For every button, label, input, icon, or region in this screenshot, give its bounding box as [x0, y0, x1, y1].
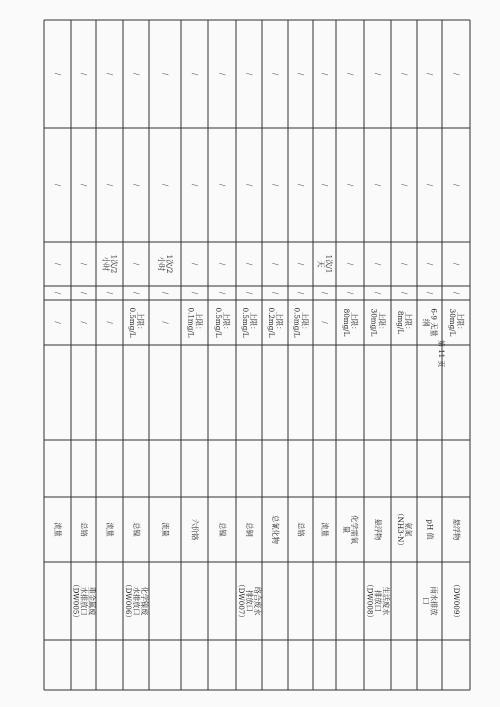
frequency: [54, 263, 62, 266]
col2-value: [321, 292, 329, 295]
col4-value-line: /: [425, 72, 434, 76]
frequency-line: /: [53, 262, 62, 266]
col4-value: [271, 73, 279, 76]
col2-value-line: /: [452, 291, 460, 295]
limit-value-line: 上限：: [456, 311, 466, 334]
outlet-name-line: 重金属废: [87, 586, 97, 616]
outlet-name-line: 络合废水: [253, 586, 263, 616]
col2-value-line: /: [190, 291, 199, 295]
limit-value-line: 0.5mg/L: [240, 307, 250, 338]
pollutant-item: [218, 522, 227, 536]
col3-value-line: /: [161, 183, 169, 187]
col3-value: [245, 184, 253, 187]
col4-value: [218, 73, 226, 76]
pollutant-item: [297, 522, 306, 536]
col3-value-line: /: [400, 183, 408, 187]
limit-value-line: /: [53, 321, 62, 324]
limit-value-line: 8mg/L: [395, 310, 405, 335]
col3-value-line: /: [346, 183, 354, 187]
col2-value-line: /: [271, 291, 279, 295]
frequency: [400, 263, 408, 266]
page-number: 第 11 页: [437, 340, 445, 368]
pollutant-item-line: 流量: [320, 522, 330, 537]
col4-value: [400, 73, 408, 76]
pollutant-item-line: 流量: [161, 522, 170, 537]
limit-value-line: 上限：: [136, 311, 146, 334]
col2-value-line: /: [425, 291, 434, 295]
col3-value: [400, 184, 408, 187]
frequency-line: /: [400, 262, 408, 266]
col4-value: [245, 73, 253, 76]
outlet-name-line: 水排放口: [132, 586, 141, 616]
col3-value-line: /: [271, 183, 279, 187]
outlet-name-line: （DW008）: [365, 580, 375, 622]
limit-value-line: 0.5mg/L: [292, 307, 302, 338]
col3-value: [54, 184, 62, 187]
frequency-line: /: [346, 262, 354, 266]
limit-value-line: 0.2mg/L: [266, 307, 276, 338]
limit-value-line: 30mg/L: [369, 308, 379, 337]
pollutant-item-line: 流量: [53, 522, 63, 537]
frequency-line: /: [79, 262, 88, 266]
limit-value-line: 上限：: [249, 311, 259, 334]
limit-value-line: 上限：: [222, 311, 232, 334]
col2-value-line: /: [320, 291, 329, 295]
frequency-line: 1次/2: [165, 254, 175, 274]
frequency-line: /: [296, 262, 305, 266]
col4-value-line: /: [132, 72, 140, 76]
col4-value-line: /: [400, 72, 408, 76]
frequency-line: /: [245, 262, 253, 266]
limit-value-line: 上限：: [275, 311, 285, 334]
frequency-line: 1次/2: [109, 254, 119, 274]
pollutant-item: [54, 522, 63, 536]
col3-value-line: /: [218, 183, 226, 187]
frequency: [245, 263, 253, 266]
frequency-line: /: [452, 262, 460, 266]
col3-value: [132, 184, 140, 187]
frequency-line: /: [373, 262, 382, 266]
limit-value: [186, 307, 203, 337]
pollutant-item-line: 总铜: [245, 522, 254, 537]
col2-value: [271, 292, 279, 295]
pollutant-item-line: 总铬: [296, 522, 306, 537]
col3-value: [218, 184, 226, 187]
limit-value-line: /: [161, 321, 169, 324]
col4-value-line: /: [373, 72, 382, 76]
col3-value: [191, 184, 199, 187]
col4-value: [54, 73, 62, 76]
col2-value: [245, 292, 253, 295]
frequency: [426, 263, 434, 266]
limit-value-line: 上限：: [194, 311, 204, 334]
col3-value: [271, 184, 279, 187]
limit-value: [128, 307, 145, 337]
col3-value-line: /: [320, 183, 329, 187]
col4-value: [106, 73, 114, 76]
limit-value: [161, 321, 169, 324]
pollutant-item-line: 流量: [105, 522, 115, 537]
col4-value-line: /: [218, 72, 226, 76]
col3-value: [106, 184, 114, 187]
col3-value: [452, 184, 460, 187]
limit-value-line: 30mg/L: [447, 308, 457, 337]
frequency-line: /: [190, 262, 199, 266]
outlet-name-line: （DW007）: [236, 580, 246, 622]
limit-value: [321, 321, 329, 324]
table-cells: [54, 73, 466, 622]
col4-value-line: /: [320, 72, 329, 76]
limit-value: [80, 321, 88, 324]
limit-value-line: 上限：: [404, 311, 414, 334]
frequency: [157, 255, 174, 274]
col2-value: [132, 292, 140, 295]
outlet-name: [452, 580, 461, 621]
pollutant-item: [342, 515, 359, 544]
col4-value-line: /: [346, 72, 354, 76]
limit-value: [396, 311, 413, 334]
limit-value: [267, 307, 284, 337]
outlet-name: [237, 580, 262, 621]
outlet-name-line: （DW005）: [71, 580, 81, 622]
col4-value-line: /: [79, 72, 88, 76]
pollutant-item: [161, 522, 170, 536]
limit-value-line: 上限：: [300, 311, 310, 334]
col3-value-line: /: [296, 183, 305, 187]
pollutant-item: [321, 522, 330, 536]
col3-value-line: /: [53, 183, 62, 187]
col4-value: [346, 73, 354, 76]
frequency-line: 天: [316, 260, 326, 268]
pollutant-item-line: 量: [341, 525, 351, 534]
outlet-name-line: 化学镍废: [140, 586, 150, 616]
col2-value: [297, 292, 305, 295]
col3-value: [80, 184, 88, 187]
col2-value-line: /: [400, 291, 408, 295]
col3-value-line: /: [190, 183, 199, 187]
outlet-name-line: 排放口: [373, 590, 383, 612]
col2-value: [426, 292, 434, 295]
col2-value: [80, 292, 88, 295]
col4-value: [452, 73, 460, 76]
col4-value-line: /: [53, 72, 62, 76]
frequency-line: 1次/1: [324, 254, 334, 274]
outlet-name: [365, 580, 390, 621]
pollutant-item-line: 悬浮物: [373, 518, 383, 541]
limit-value: [54, 321, 62, 324]
col2-value: [191, 292, 199, 295]
col3-value-line: /: [373, 183, 382, 187]
col2-value: [452, 292, 460, 295]
limit-value: [241, 307, 258, 337]
pollutant-item: [426, 519, 435, 539]
col4-value: [297, 73, 305, 76]
col2-value: [374, 292, 382, 295]
frequency: [80, 263, 88, 266]
col2-value-line: /: [79, 291, 88, 295]
pollutant-item: [132, 522, 141, 536]
pollutant-item: [245, 522, 254, 536]
pollutant-item: [80, 522, 89, 536]
limit-value-line: 0.5mg/L: [127, 307, 137, 338]
frequency: [297, 263, 305, 266]
col2-value: [161, 292, 169, 295]
frequency: [346, 263, 354, 266]
col3-value: [321, 184, 329, 187]
col3-value-line: /: [425, 183, 434, 187]
col2-value-line: /: [161, 291, 169, 295]
col4-value-line: /: [271, 72, 279, 76]
limit-value-line: 上限：: [350, 311, 360, 334]
outlet-name: [71, 580, 96, 621]
frequency: [191, 263, 199, 266]
col4-value: [191, 73, 199, 76]
col2-value-line: /: [373, 291, 382, 295]
col2-value: [346, 292, 354, 295]
pollutant-item-line: pH 值: [425, 519, 435, 540]
limit-value: [214, 307, 231, 337]
limit-value-line: 80mg/L: [341, 308, 351, 337]
col4-value: [321, 73, 329, 76]
col3-value-line: /: [132, 183, 140, 187]
frequency-line: 小时: [156, 256, 166, 272]
col2-value-line: /: [346, 291, 354, 295]
pollutant-item: [191, 519, 200, 541]
frequency: [218, 263, 226, 266]
outlet-name: [124, 580, 149, 621]
frequency: [132, 263, 140, 266]
pollutant-item: [106, 522, 115, 536]
outlet-name-line: 生活废水: [381, 586, 391, 616]
col3-value: [426, 184, 434, 187]
outlet-name-line: （DW006）: [123, 580, 133, 622]
frequency: [452, 263, 460, 266]
limit-value: [421, 308, 438, 336]
outlet-name-line: 水排放口: [79, 586, 89, 616]
col3-value-line: /: [79, 183, 88, 187]
col3-value-line: /: [452, 183, 460, 187]
frequency-line: 小时: [101, 256, 111, 272]
limit-value-line: 上限：: [377, 311, 387, 334]
limit-value-line: 0.1mg/L: [186, 307, 196, 338]
col2-value-line: /: [132, 291, 140, 295]
limit-value: [369, 309, 386, 337]
pollutant-item: [271, 515, 280, 544]
col2-value: [218, 292, 226, 295]
pollutant-item-line: 总氰化物: [271, 515, 280, 544]
pollutant-item: [374, 519, 383, 541]
pollutant-item-line: 总铬: [79, 522, 89, 537]
col4-value: [426, 73, 434, 76]
col3-value: [161, 184, 169, 187]
pollutant-item: [452, 519, 461, 541]
pollutant-item-line: 六价铬: [190, 518, 200, 541]
col3-value: [346, 184, 354, 187]
col3-value: [297, 184, 305, 187]
col2-value-line: /: [296, 291, 305, 295]
frequency-line: /: [218, 262, 226, 266]
limit-value-line: /: [105, 321, 114, 324]
col4-value-line: /: [452, 72, 460, 76]
pollutant-item-line: 化学需氧: [350, 515, 360, 544]
col2-value-line: /: [218, 291, 226, 295]
pollutant-item: [396, 509, 413, 549]
limit-value: [292, 307, 309, 337]
outlet-name: [421, 587, 438, 616]
limit-value: [342, 309, 359, 337]
col4-value-line: /: [296, 72, 305, 76]
col3-value-line: /: [105, 183, 114, 187]
outlet-name-line: 排放口: [245, 590, 254, 612]
col4-value: [161, 73, 169, 76]
pollutant-item-line: 氨氮: [404, 522, 414, 537]
col4-value: [374, 73, 382, 76]
pollutant-item-line: 悬浮物: [452, 518, 461, 541]
limit-value: [448, 309, 465, 337]
pollutant-item-line: 总镍: [218, 522, 227, 537]
limit-value-line: /: [79, 321, 88, 324]
col4-value: [132, 73, 140, 76]
frequency-line: /: [271, 262, 279, 266]
limit-value: [106, 321, 114, 324]
col4-value-line: /: [161, 72, 169, 76]
limit-value-line: 6-9 无量: [429, 308, 439, 337]
col2-value: [106, 292, 114, 295]
col2-value-line: /: [53, 291, 62, 295]
pollutant-item-line: （NH3-N）: [395, 509, 405, 550]
outlet-name-line: （DW009）: [452, 580, 461, 622]
col2-value: [400, 292, 408, 295]
frequency-line: /: [425, 262, 434, 266]
frequency: [374, 263, 382, 266]
frequency-line: /: [132, 262, 140, 266]
limit-value-line: 纲: [421, 318, 431, 327]
col4-value-line: /: [245, 72, 253, 76]
col2-value: [54, 292, 62, 295]
col4-value: [80, 73, 88, 76]
frequency: [101, 255, 118, 274]
limit-value-line: 0.5mg/L: [213, 307, 223, 338]
col3-value: [374, 184, 382, 187]
pollutant-item-line: 总镍: [132, 522, 141, 537]
outlet-name-line: 口: [421, 597, 431, 605]
col2-value-line: /: [245, 291, 253, 295]
outlet-name-line: 雨水排放: [429, 586, 439, 616]
limit-value-line: /: [320, 321, 329, 324]
col4-value-line: /: [105, 72, 114, 76]
col3-value-line: /: [245, 183, 253, 187]
frequency: [316, 255, 333, 274]
col2-value-line: /: [105, 291, 114, 295]
col4-value-line: /: [190, 72, 199, 76]
frequency: [271, 263, 279, 266]
